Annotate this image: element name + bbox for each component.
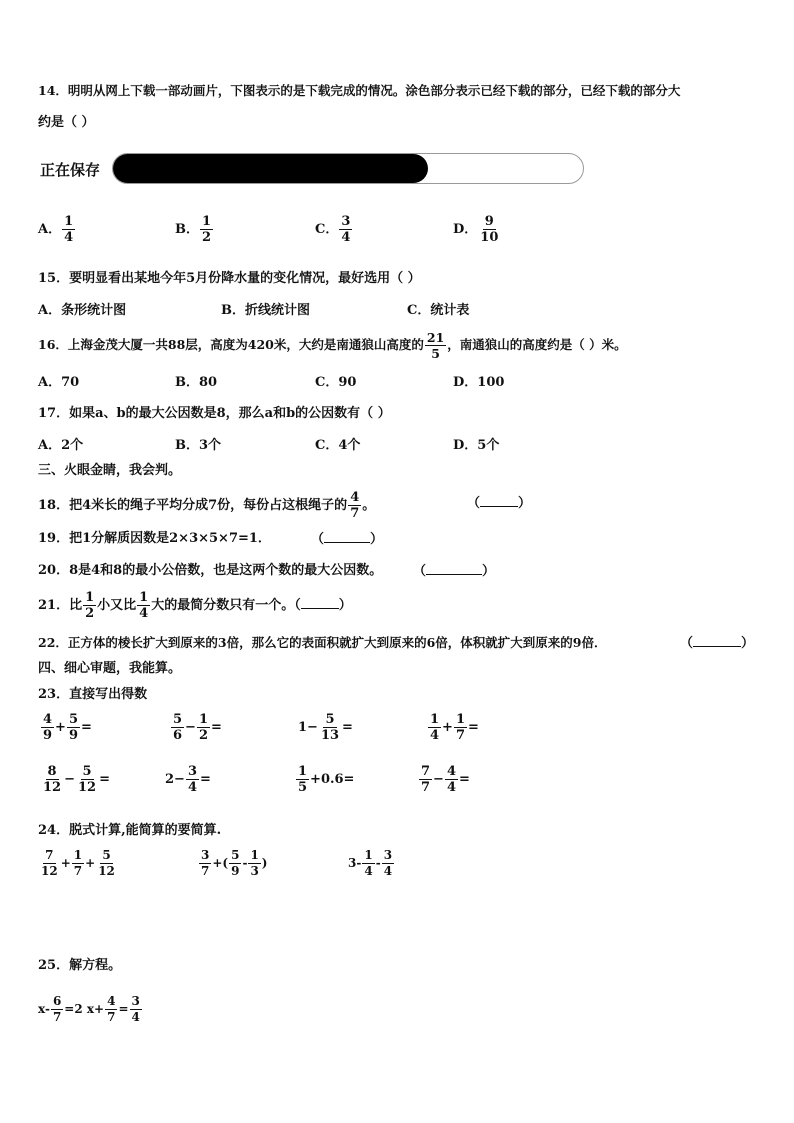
q23-expr-7: $\frac{1}{5}$ +0.6= — [298, 764, 355, 795]
q15-option-a: A．条形统计图 — [38, 303, 127, 318]
q16-stem: 16．上海金茂大厦一共88层，高度为420米，大约是南通狼山高度的 $\frac{21}{5}$ ，南通狼山的高度约是（ ）米。 — [38, 330, 627, 361]
q17-option-a: A．2个 — [38, 438, 84, 453]
q25-title: 25．解方程。 — [38, 958, 122, 973]
q22-stem: 22．正方体的棱长扩大到原来的3倍，那么它的表面积就扩大到原来的6倍，体积就扩大到原来的9倍． — [38, 635, 607, 650]
q23-expr-5: $\frac{8}{12}$ − $\frac{5}{12}$ = — [43, 764, 110, 795]
download-progress-bar — [112, 153, 584, 184]
q23-expr-6: 2− $\frac{3}{4}$ = — [165, 764, 211, 795]
q24-expr-3: 3- $\frac{1}{4}$ - $\frac{3}{4}$ — [348, 848, 393, 878]
q16-option-a: A．70 — [38, 375, 80, 390]
q18-stem: 18．把4米长的绳子平均分成7份，每份占这根绳子的 $\frac{4}{7}$ 。 — [38, 490, 376, 521]
q17-option-b: B．3个 — [175, 438, 222, 453]
q22-answer-blank[interactable]: （ ） — [680, 636, 755, 651]
q16-option-d: D．100 — [453, 375, 505, 390]
q23-expr-8: $\frac{7}{7}$ − $\frac{4}{4}$ = — [421, 764, 470, 795]
q16-option-c: C．90 — [315, 375, 357, 390]
q19-answer-blank[interactable]: （ ） — [311, 532, 384, 547]
progress-label: 正在保存 — [40, 161, 101, 179]
q16-option-b: B．80 — [175, 375, 218, 390]
q17-stem: 17．如果a、b的最大公因数是8，那么a和b的公因数有（ ） — [38, 406, 391, 421]
q15-option-b: B．折线统计图 — [221, 303, 310, 318]
q21-answer-blank[interactable]: （ ） — [294, 598, 352, 613]
q19-stem: 19．把1分解质因数是2×3×5×7=1． — [38, 531, 271, 546]
q20-stem: 20．8是4和8的最小公倍数，也是这两个数的最大公因数。 — [38, 563, 383, 578]
q23-expr-2: $\frac{5}{6}$ − $\frac{1}{2}$ = — [173, 712, 222, 743]
q14-option-b: B． $\frac{1}{2}$ — [175, 214, 212, 245]
section-4-heading: 四、细心审题，我能算。 — [38, 661, 182, 676]
q18-answer-blank[interactable]: （ ） — [467, 496, 532, 511]
q14-stem-line1: 14．明明从网上下载一部动画片，下图表示的是下载完成的情况。涂色部分表示已经下载的部分，已经下载的部分大 — [38, 83, 681, 98]
section-3-heading: 三、火眼金睛，我会判。 — [38, 463, 182, 478]
q24-expr-2: $\frac{3}{7}$ +( $\frac{5}{9}$ - $\frac{1}{3}$ ) — [201, 848, 268, 878]
download-progress-fill — [113, 154, 428, 183]
q14-option-c: C． $\frac{3}{4}$ — [315, 214, 351, 245]
q23-title: 23．直接写出得数 — [38, 687, 148, 702]
q23-expr-1: $\frac{4}{9}$ + $\frac{5}{9}$ = — [43, 712, 92, 743]
q17-option-c: C．4个 — [315, 438, 361, 453]
q23-expr-4: $\frac{1}{4}$ + $\frac{1}{7}$ = — [430, 712, 479, 743]
q23-expr-3: 1− $\frac{5}{13}$ = — [298, 712, 353, 743]
q14-option-d: D． $\frac{9}{10}$ — [453, 214, 499, 245]
q25-equation: x- $\frac{6}{7}$ =2 x+ $\frac{4}{7}$ = $\frac{3}{4}$ — [38, 994, 140, 1024]
q24-title: 24．脱式计算,能简算的要简算. — [38, 823, 222, 838]
q17-option-d: D．5个 — [453, 438, 500, 453]
q15-stem: 15．要明显看出某地今年5月份降水量的变化情况，最好选用（ ） — [38, 271, 421, 286]
q15-option-c: C．统计表 — [407, 303, 470, 318]
q21-stem: 21．比 $\frac{1}{2}$ 小又比 $\frac{1}{4}$ 大的最简分数只有一个。（ ） — [38, 590, 352, 621]
q24-expr-1: $\frac{7}{12}$ + $\frac{1}{7}$ + $\frac{5}{12}$ — [41, 848, 115, 878]
q14-stem-line2: 约是（ ） — [38, 115, 95, 130]
q20-answer-blank[interactable]: （ ） — [413, 564, 496, 579]
q14-option-a: A． $\frac{1}{4}$ — [38, 214, 74, 245]
